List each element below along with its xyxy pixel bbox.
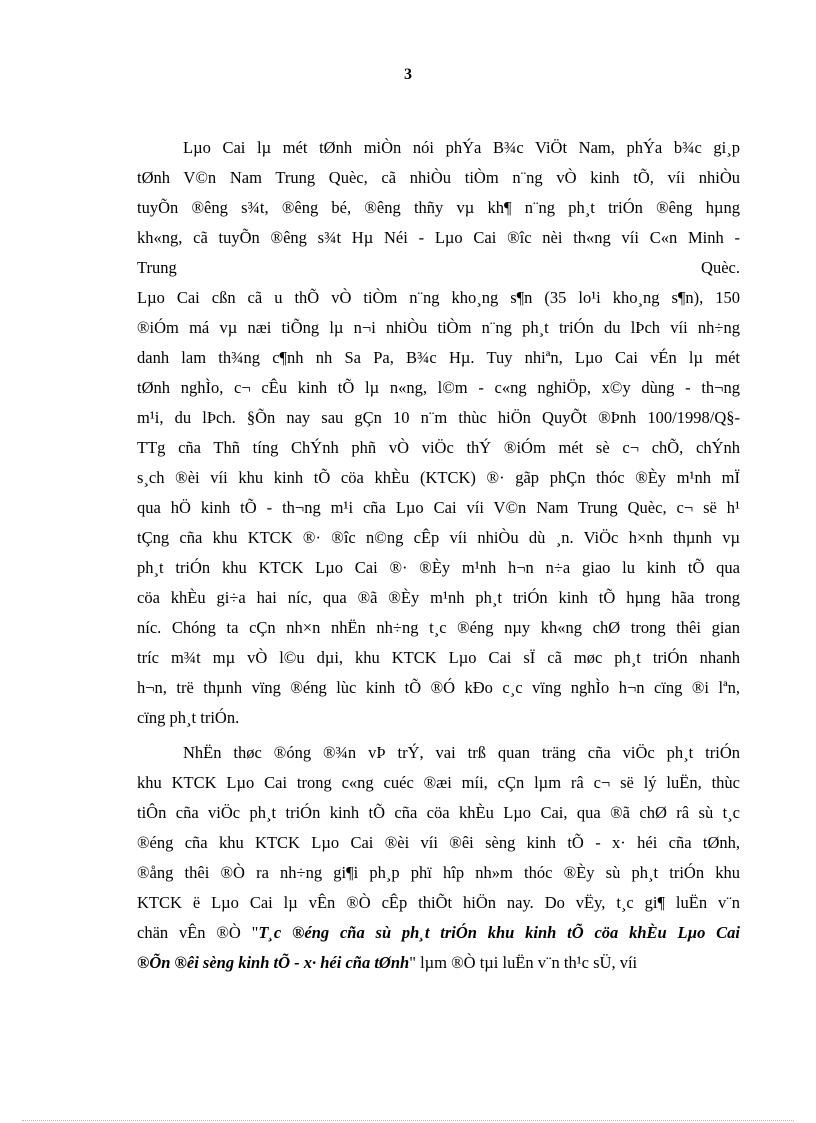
text-line: khu KTCK Lµo Cai trong c«ng cuéc ®æi míi, cÇn lµm râ c¬ së lý luËn, thùc xyxy=(137,773,740,792)
document-body xyxy=(137,133,740,978)
text-line-split xyxy=(137,253,740,283)
text-line: NhËn thøc ®óng ®¾n vÞ trÝ, vai trß quan träng cña viÖc ph¸t triÓn xyxy=(183,743,740,762)
paragraph-1 xyxy=(137,133,740,733)
text-line: tØnh V©n Nam Trung Quèc, cã nhiÒu tiÒm n¨ng vÒ kinh tÕ, víi nhiÒu xyxy=(137,168,740,187)
page-number: 3 xyxy=(404,66,412,83)
text-line: Lµo Cai lµ mét tØnh miÒn nói phÝa B¾c ViÖt Nam, phÝa b¾c gi¸p xyxy=(183,138,740,157)
text-line: tÇng cña khu KTCK ®· ®îc n©ng cÊp víi nhiÒu dù ¸n. ViÖc h×nh thµnh vµ xyxy=(137,528,740,547)
text-line: tiÔn cña viÖc ph¸t triÓn kinh tÕ cña cöa khÈu Lµo Cai, qua ®ã chØ râ sù t¸c xyxy=(137,803,740,822)
text-fragment: Trung xyxy=(137,258,177,277)
text-line: ph¸t triÓn khu KTCK Lµo Cai ®· ®Èy m¹nh h¬n n÷a giao lu kinh tÕ qua xyxy=(137,558,740,577)
text-fragment: chän vÊn ®Ò " xyxy=(137,923,259,942)
text-fragment: " lµm ®Ò tµi luËn v¨n th¹c sÜ, víi xyxy=(409,953,638,972)
text-line: Lµo Cai cßn cã u thÕ vÒ tiÒm n¨ng kho¸ng s¶n (35 lo¹i kho¸ng s¶n), 150 xyxy=(137,288,740,307)
page-bottom-rule xyxy=(22,1120,794,1121)
text-line: h¬n, trë thµnh vïng ®éng lùc kinh tÕ ®Ó kÐo c¸c vïng nghÌo h¬n cïng ®i lªn, xyxy=(137,678,740,697)
paragraph-2 xyxy=(137,738,740,978)
text-line: kh«ng, cã tuyÕn ®êng s¾t Hµ Néi - Lµo Cai ®îc nèi th«ng víi C«n Minh - xyxy=(137,228,740,247)
text-line xyxy=(137,948,740,978)
text-line: tuyÕn ®êng s¾t, ®êng bé, ®êng thñy vµ kh¶ n¨ng ph¸t triÓn ®êng hµng xyxy=(137,198,740,217)
text-line: tríc m¾t mµ vÒ l©u dµi, khu KTCK Lµo Cai sÏ cã møc ph¸t triÓn nhanh xyxy=(137,648,740,667)
text-line: KTCK ë Lµo Cai lµ vÊn ®Ò cÊp thiÕt hiÖn nay. Do vËy, t¸c gi¶ luËn v¨n xyxy=(137,893,740,912)
text-line: níc. Chóng ta cÇn nh×n nhËn nh÷ng t¸c ®éng nµy kh«ng chØ trong thêi gian xyxy=(137,618,740,637)
text-fragment: Quèc. xyxy=(701,258,740,277)
text-line: cïng ph¸t triÓn. xyxy=(137,708,240,727)
text-line xyxy=(137,918,740,948)
text-line: TTg cña Thñ tíng ChÝnh phñ vÒ viÖc thÝ ®iÓm mét sè c¬ chÕ, chÝnh xyxy=(137,438,740,457)
text-line: ®iÓm má vµ næi tiÕng lµ n¬i nhiÒu tiÒm n¨ng ph¸t triÓn du lÞch víi nh÷ng xyxy=(137,318,740,337)
text-line: ®ång thêi ®Ò ra nh÷ng gi¶i ph¸p phï hîp nh»m thóc ®Èy sù ph¸t triÓn khu xyxy=(137,863,740,882)
text-line: ®éng cña khu KTCK Lµo Cai ®èi víi ®êi sèng kinh tÕ - x· héi cña tØnh, xyxy=(137,833,740,852)
text-line: m¹i, du lÞch. §Õn nay sau gÇn 10 n¨m thùc hiÖn QuyÕt ®Þnh 100/1998/Q§- xyxy=(137,408,740,427)
text-line: danh lam th¾ng c¶nh nh Sa Pa, B¾c Hµ. Tuy nhiªn, Lµo Cai vÉn lµ mét xyxy=(137,348,740,367)
text-line: qua hÖ kinh tÕ - th¬ng m¹i cña Lµo Cai víi V©n Nam Trung Quèc, c¬ së h¹ xyxy=(137,498,740,517)
thesis-title-part-2: ®Õn ®êi sèng kinh tÕ - x· héi cña tØnh xyxy=(137,953,410,972)
thesis-title-part-1: T¸c ®éng cña sù ph¸t triÓn khu kinh tÕ cöa khÈu Lµo Cai xyxy=(258,923,740,942)
text-line: s¸ch ®èi víi khu kinh tÕ cöa khÈu (KTCK) ®· gãp phÇn thóc ®Èy m¹nh mÏ xyxy=(137,468,740,487)
text-line: cöa khÈu gi÷a hai níc, qua ®ã ®Èy m¹nh ph¸t triÓn kinh tÕ hµng hãa trong xyxy=(137,588,740,607)
text-line: tØnh nghÌo, c¬ cÊu kinh tÕ lµ n«ng, l©m - c«ng nghiÖp, x©y dùng - th¬ng xyxy=(137,378,740,397)
